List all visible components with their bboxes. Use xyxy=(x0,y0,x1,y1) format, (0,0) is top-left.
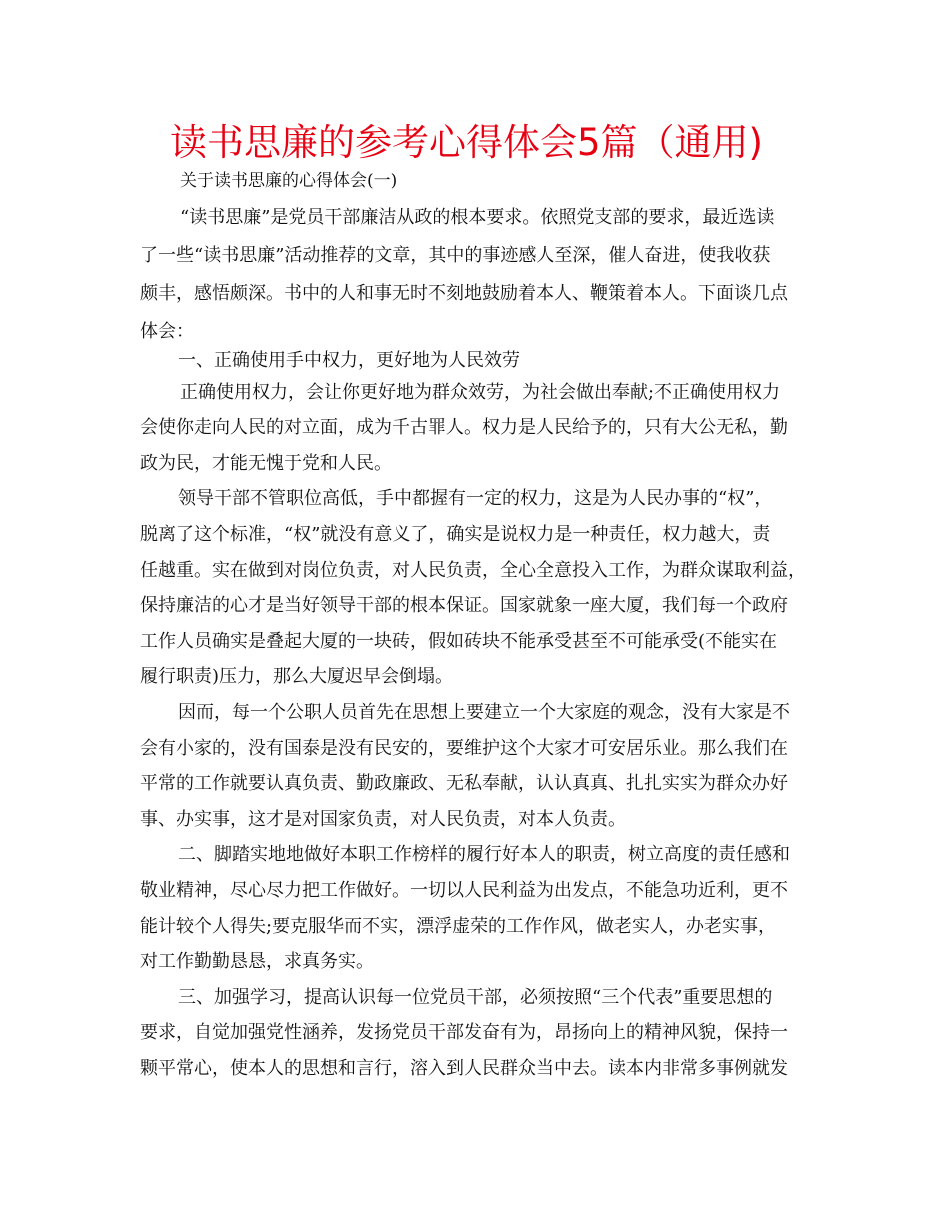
text-line: 体会： xyxy=(140,321,194,342)
text-line: 事、办实事，这才是对国家负责，对人民负责，对本人负责。 xyxy=(140,809,626,830)
text-line: 颇丰，感悟颇深。书中的人和事无时不刻地鼓励着本人、鞭策着本人。下面谈几点 xyxy=(140,283,788,304)
text-line: 工作人员确实是叠起大厦的一块砖，假如砖块不能承受甚至不可能承受(不能实在 xyxy=(140,631,778,652)
text-line: 了一些“读书思廉”活动推荐的文章，其中的事迹感人至深，催人奋进，使我收获 xyxy=(140,245,771,266)
document-subtitle: 关于读书思廉的心得体会(一) xyxy=(180,171,398,191)
section-heading: 一、正确使用手中权力，更好地为人民效劳 xyxy=(178,350,520,371)
text-line: 领导干部不管职位高低，手中都握有一定的权力，这是为人民办事的“权”， xyxy=(178,488,773,509)
text-line: 任越重。实在做到对岗位负责，对人民负责，全心全意投入工作，为群众谋取利益， xyxy=(140,560,806,581)
text-line: 正确使用权力，会让你更好地为群众效劳，为社会做出奉献;不正确使用权力 xyxy=(180,382,781,403)
text-line: “读书思廉”是党员干部廉洁从政的根本要求。依照党支部的要求，最近选读 xyxy=(180,207,775,228)
section-heading: 三、加强学习，提高认识每一位党员干部，必须按照“三个代表”重要思想的 xyxy=(178,987,773,1008)
text-line: 因而，每一个公职人员首先在思想上要建立一个大家庭的观念，没有大家是不 xyxy=(178,702,790,723)
text-line: 政为民，才能无愧于党和人民。 xyxy=(140,453,392,474)
text-line: 能计较个人得失;要克服华而不实，漂浮虚荣的工作作风，做老实人，办老实事， xyxy=(140,916,777,937)
text-line: 会使你走向人民的对立面，成为千古罪人。权力是人民给予的，只有大公无私，勤 xyxy=(140,417,788,438)
text-line: 平常的工作就要认真负责、勤政廉政、无私奉献，认认真真、扎扎实实为群众办好 xyxy=(140,773,788,794)
text-line: 颗平常心，使本人的思想和言行，溶入到人民群众当中去。读本内非常多事例就发 xyxy=(140,1058,788,1079)
text-line: 会有小家的，没有国泰是没有民安的，要维护这个大家才可安居乐业。那么我们在 xyxy=(140,738,788,759)
text-line: 保持廉洁的心才是当好领导干部的根本保证。国家就象一座大厦，我们每一个政府 xyxy=(140,595,788,616)
document-title: 读书思廉的参考心得体会5篇（通用) xyxy=(170,121,763,164)
text-line: 对工作勤勤恳恳，求真务实。 xyxy=(140,951,374,972)
text-line: 履行职责)压力，那么大厦迟早会倒塌。 xyxy=(140,666,454,687)
text-line: 要求，自觉加强党性涵养，发扬党员干部发奋有为，昂扬向上的精神风貌，保持一 xyxy=(140,1022,788,1043)
text-line: 脱离了这个标准，“权”就没有意义了，确实是说权力是一种责任，权力越大，责 xyxy=(140,524,771,545)
section-heading: 二、脚踏实地地做好本职工作榜样的履行好本人的职责，树立高度的责任感和 xyxy=(178,844,790,865)
text-line: 敬业精神，尽心尽力把工作做好。一切以人民利益为出发点，不能急功近利，更不 xyxy=(140,880,788,901)
